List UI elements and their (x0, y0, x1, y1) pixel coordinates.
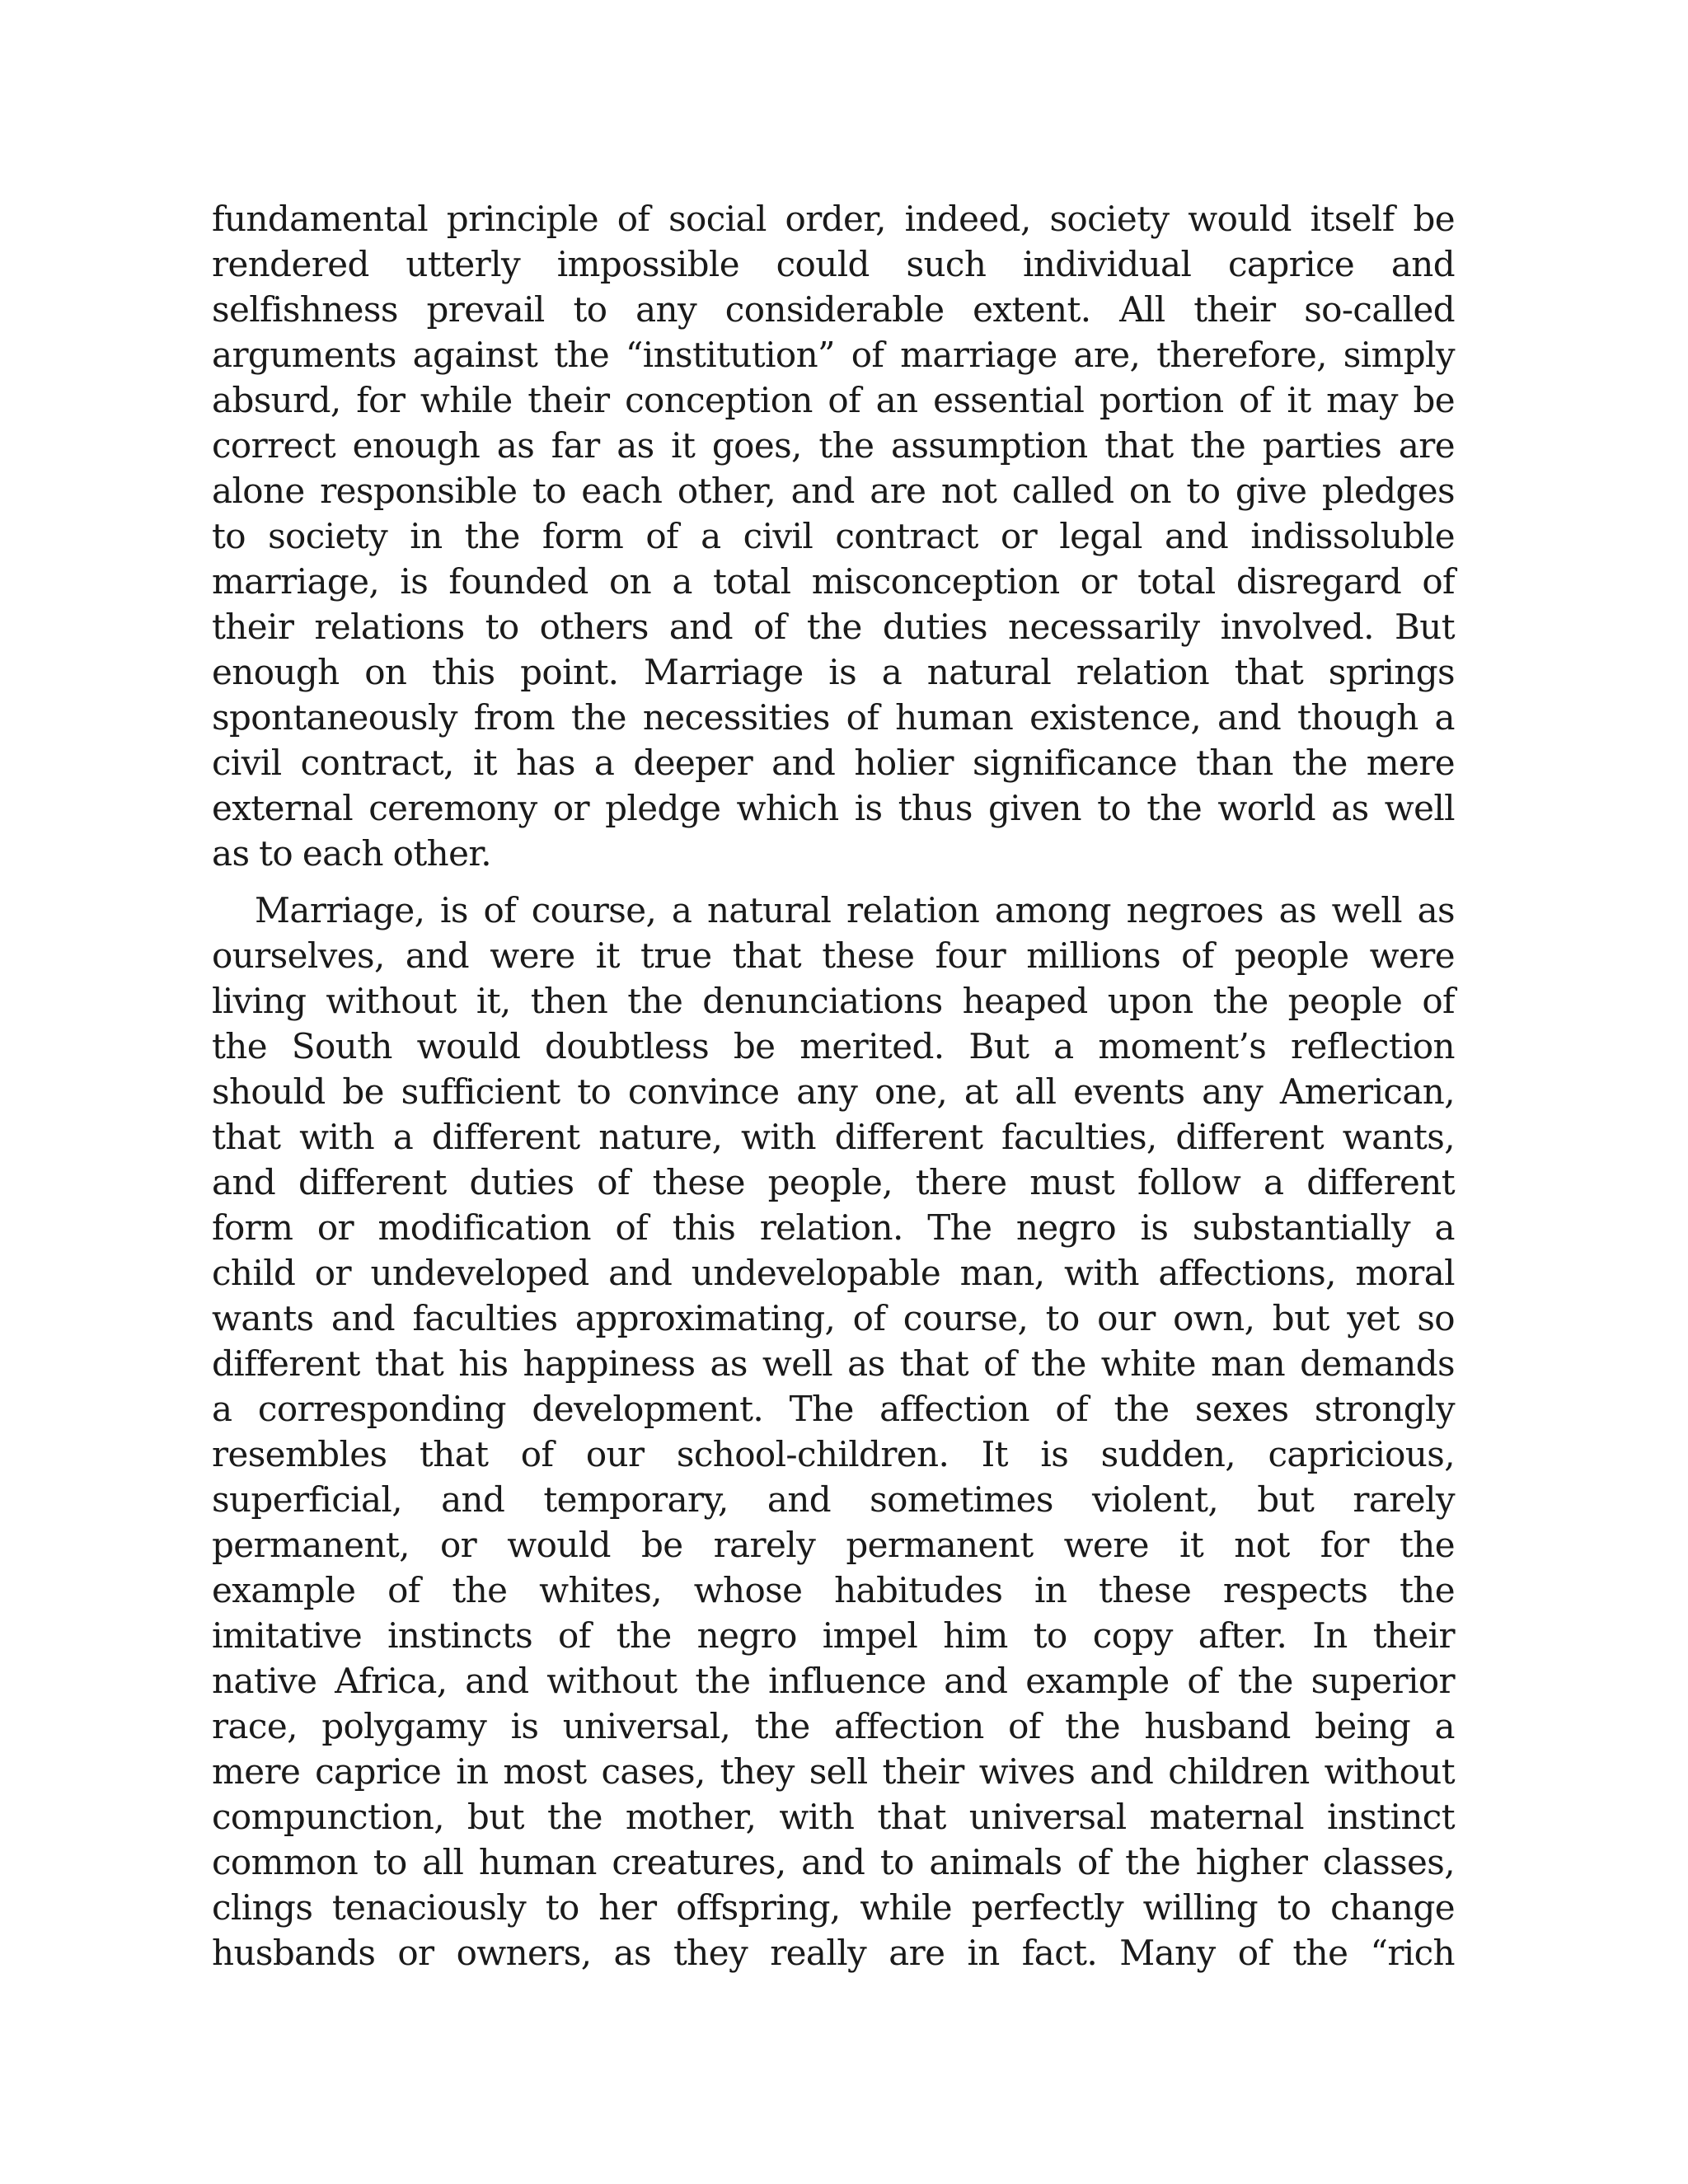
text-line: example of the whites, whose habitudes in these respects the (212, 1570, 1455, 1610)
text-line: selfishness prevail to any considerable extent. All their so-called (212, 289, 1455, 330)
text-line: husbands or owners, as they really are in fact. Many of the “rich (212, 1933, 1455, 1973)
text-line: their relations to others and of the duties necessarily involved. But (212, 607, 1455, 647)
paragraph (212, 196, 1455, 876)
text-line: imitative instincts of the negro impel him to copy after. In their (212, 1615, 1455, 1656)
text-line: form or modification of this relation. The negro is substantially a (212, 1207, 1455, 1248)
text-line: alone responsible to each other, and are not called on to give pledges (212, 471, 1455, 511)
text-line: rendered utterly impossible could such individual caprice and (212, 244, 1455, 284)
text-line: a corresponding development. The affection of the sexes strongly (212, 1389, 1455, 1429)
text-line: Marriage, is of course, a natural relation among negroes as well as (255, 890, 1455, 930)
text-line: native Africa, and without the influence and example of the superior (212, 1661, 1455, 1701)
text-line: and different duties of these people, there must follow a different (212, 1162, 1455, 1202)
text-line: race, polygamy is universal, the affection of the husband being a (212, 1706, 1455, 1746)
text-line: spontaneously from the necessities of human existence, and though a (212, 697, 1455, 738)
text-line: that with a different nature, with different faculties, different wants, (212, 1117, 1455, 1157)
text-line: fundamental principle of social order, indeed, society would itself be (212, 199, 1455, 239)
text-line: clings tenaciously to her offspring, while perfectly willing to change (212, 1887, 1455, 1928)
text-line: the South would doubtless be merited. But a moment’s reflection (212, 1026, 1455, 1066)
text-line: common to all human creatures, and to animals of the higher classes, (212, 1842, 1455, 1882)
text-line: compunction, but the mother, with that universal maternal instinct (212, 1797, 1455, 1837)
text-line: child or undeveloped and undevelopable man, with affections, moral (212, 1253, 1455, 1293)
text-line: different that his happiness as well as that of the white man demands (212, 1343, 1455, 1384)
text-line: resembles that of our school-children. It is sudden, capricious, (212, 1434, 1455, 1474)
text-line: arguments against the “institution” of marriage are, therefore, simply (212, 335, 1455, 375)
text-line: absurd, for while their conception of an essential portion of it may be (212, 380, 1455, 420)
text-line: living without it, then the denunciations heaped upon the people of (212, 981, 1455, 1021)
paragraph (212, 888, 1455, 1975)
text-line: mere caprice in most cases, they sell their wives and children without (212, 1751, 1455, 1792)
text-line: correct enough as far as it goes, the assumption that the parties are (212, 425, 1455, 466)
text-line: marriage, is founded on a total misconception or total disregard of (212, 561, 1455, 602)
text-line: should be sufficient to convince any one, at all events any American, (212, 1071, 1455, 1112)
text-line: permanent, or would be rarely permanent were it not for the (212, 1525, 1455, 1565)
text-line: ourselves, and were it true that these four millions of people were (212, 935, 1455, 976)
body-text (212, 196, 1455, 1975)
text-line: enough on this point. Marriage is a natural relation that springs (212, 652, 1455, 692)
text-line: civil contract, it has a deeper and holier significance than the mere (212, 743, 1455, 783)
text-line: to society in the form of a civil contract or legal and indissoluble (212, 516, 1455, 556)
text-line: external ceremony or pledge which is thus given to the world as well (212, 788, 1455, 828)
text-line: wants and faculties approximating, of course, to our own, but yet so (212, 1298, 1455, 1338)
text-line: superficial, and temporary, and sometimes violent, but rarely (212, 1479, 1455, 1520)
text-line: as to each other. (212, 833, 491, 874)
